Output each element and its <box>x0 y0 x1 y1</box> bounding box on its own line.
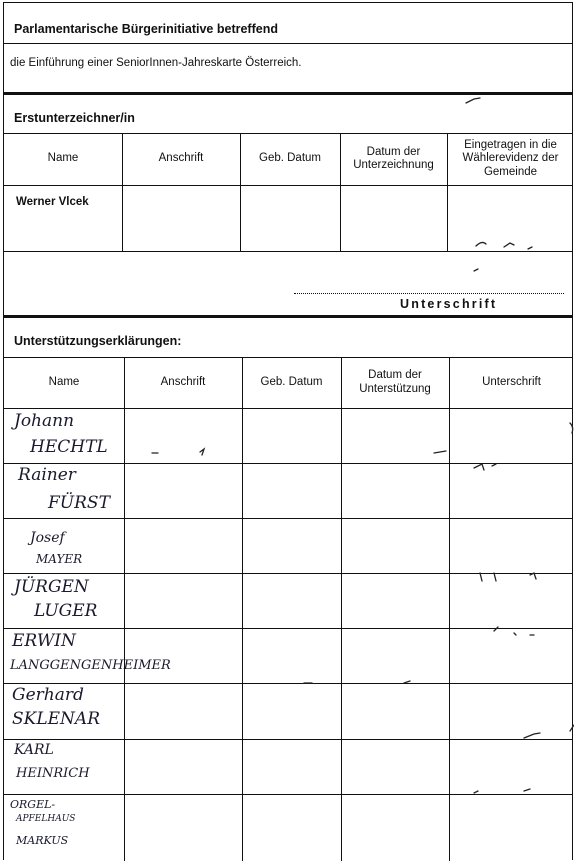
first-signer-section-title: Erstunterzeichner/in <box>14 111 135 125</box>
supporter-name-handwritten: Josef <box>30 530 65 546</box>
column-header-name: Name <box>48 375 80 388</box>
supporter-name-handwritten: Gerhard <box>12 685 84 705</box>
column-header-birthdate: Geb. Datum <box>260 375 323 388</box>
first-signer-name: Werner Vlcek <box>16 196 89 208</box>
supporter-name-handwritten: KARL <box>14 742 54 758</box>
supporter-surname-handwritten: MARKUS <box>16 834 69 847</box>
supporter-surname-handwritten: LUGER <box>34 601 98 621</box>
scan-marks <box>4 3 574 861</box>
form-title: Parlamentarische Bürgerinitiative betreffend <box>14 22 278 36</box>
supporter-surname-handwritten: FÜRST <box>48 493 110 513</box>
supporter-name-handwritten: ERWIN <box>12 631 76 651</box>
column-header-voter-registry: Eingetragen in die Wählerevidenz der Gemeinde <box>462 139 559 178</box>
column-header-birthdate: Geb. Datum <box>259 152 321 165</box>
column-header-signature: Unterschrift <box>482 375 541 388</box>
supporter-surname-handwritten: LANGGENGENHEIMER <box>10 658 171 673</box>
supporters-section-title: Unterstützungserklärungen: <box>14 334 182 348</box>
supporter-name-handwritten: ORGEL- <box>10 798 56 811</box>
supporter-surname-handwritten: HEINRICH <box>16 766 90 781</box>
supporter-name-handwritten: Johann <box>14 411 75 431</box>
supporter-surname-handwritten: HECHTL <box>30 437 108 457</box>
supporter-name-handwritten: APFELHAUS <box>16 814 76 824</box>
supporter-name-handwritten: Rainer <box>18 465 76 485</box>
column-header-address: Anschrift <box>158 152 204 165</box>
supporter-surname-handwritten: SKLENAR <box>12 709 100 729</box>
signature-label: Unterschrift <box>400 297 498 311</box>
column-header-support-date: Datum der Unterstützung <box>359 369 431 395</box>
form-subtitle: die Einführung einer SeniorInnen-Jahreskarte Österreich. <box>10 57 302 69</box>
column-header-name: Name <box>47 152 79 165</box>
column-header-signing-date: Datum der Unterzeichnung <box>353 145 434 171</box>
column-header-address: Anschrift <box>160 375 206 388</box>
supporter-name-handwritten: JÜRGEN <box>14 577 89 597</box>
petition-form <box>3 2 573 860</box>
supporter-surname-handwritten: MAYER <box>36 552 83 566</box>
